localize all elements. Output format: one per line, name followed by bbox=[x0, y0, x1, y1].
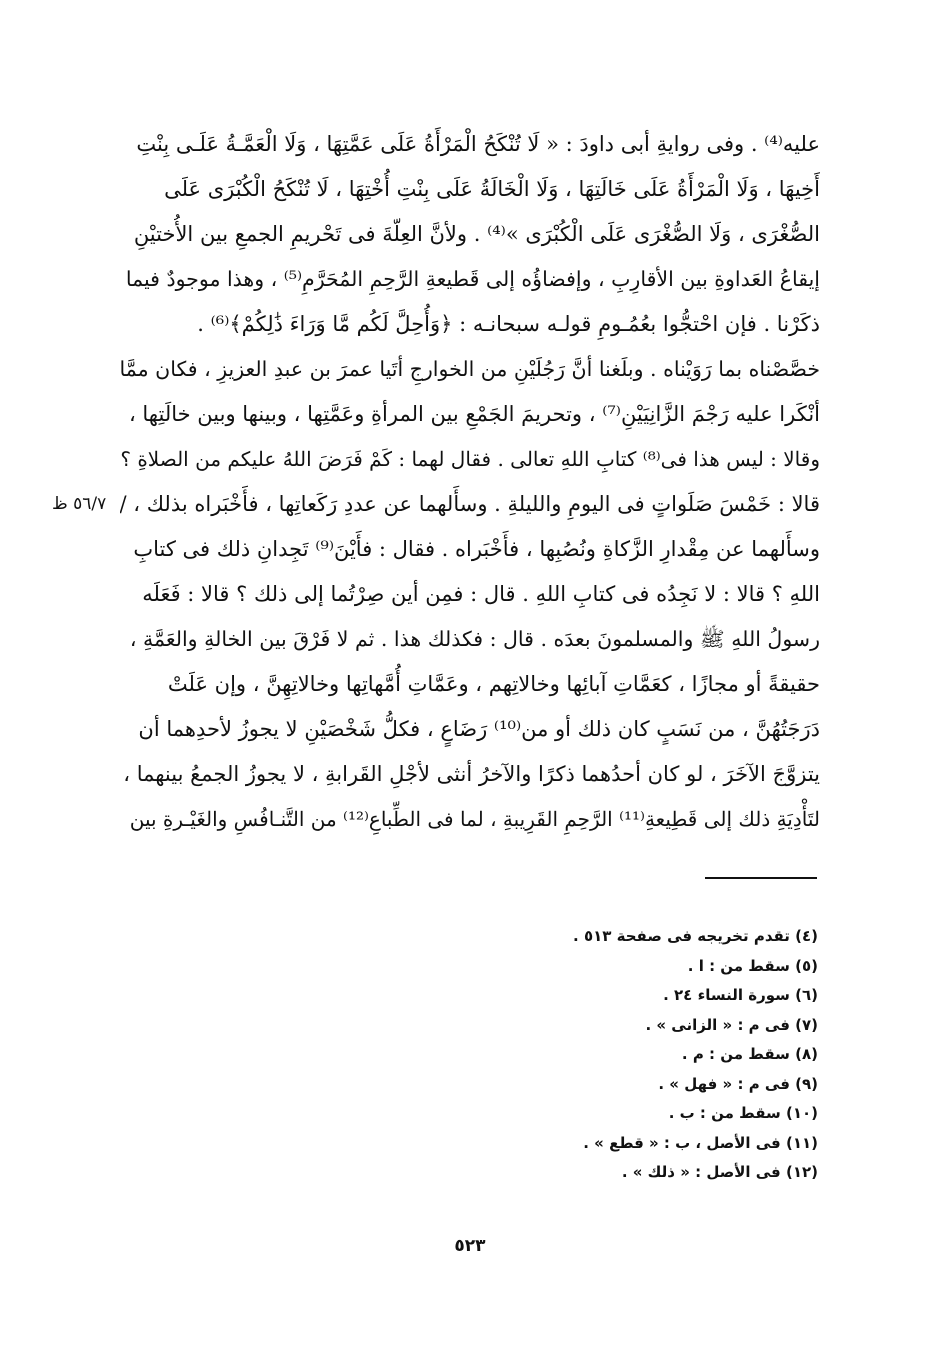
footnote: (١٢) فى الأصل : « ذلك » . bbox=[621, 1163, 818, 1181]
footnote: (٩) فى م : « فهل » . bbox=[658, 1074, 818, 1093]
text-line: يتزوَّجَ الآخَرَ ، لو كان أحدُهما ذكرًا والآخرُ أنثى لأجْلِ القَرابةِ ، لا يجوزُ الجمعُ بينهما ، bbox=[123, 762, 820, 786]
text-line: ذكَرْنا . فإن احْتجُّوا بعُمُـومِ قولـه سبحانـه : ﴿وَأُحِلَّ لَكُم مَّا وَرَاءَ ذَٰلِكُمْ﴾⁽⁶⁾ . bbox=[197, 312, 820, 336]
footnotes bbox=[380, 922, 818, 1188]
text-line: رسولُ اللهِ ﷺ والمسلمونَ بعدَه . قال : فكذلك هذا . ثم لا فَرْقَ بين الخالةِ والعَمَّةِ ، bbox=[129, 627, 820, 651]
footnote: (١٠) سقط من : ب . bbox=[668, 1104, 818, 1122]
text-line: وسأَلهما عن مِقْدارِ الزَّكاةِ ونُصُبِها ، فأَخْبَراه . فقال : فأَيْنَ⁽⁹⁾ تَجِدانِ ذلك فى كتابِ bbox=[133, 537, 820, 561]
text-line: دَرَجَتُهُنَّ ، من نَسَبٍ كان ذلك أو من⁽¹⁰⁾ رَضَاعٍ ، فكلُّ شَخْصَيْنِ لا يجوزُ لأحدِهما أن bbox=[138, 717, 820, 741]
text-line: إيقاعُ العَداوةِ بين الأقارِبِ ، وإفضاؤُه إلى قَطيعةِ الرَّحِمِ المُحَرَّمِ⁽⁵⁾ ، وهذا موجودٌ فيما bbox=[125, 267, 820, 291]
margin-manuscript-reference: ٥٦/٧ ظ bbox=[52, 494, 107, 514]
text-line: لتَأْدِيَةِ ذلك إلى قَطِيعةِ⁽¹¹⁾ الرَّحِمِ القَرِيبةِ ، لما فى الطِّباعِ⁽¹²⁾ من التَّنـافُسِ والغَيْـرةِ بين bbox=[129, 807, 820, 831]
text-line: أَخِيهَا ، وَلَا الْمَرْأَةُ عَلَى خَالَتِهَا ، وَلَا الْخَالَةُ عَلَى بِنْتِ أُخْتِهَا ، لَا تُنْكَحُ الْكُبْرَى عَلَى bbox=[164, 177, 820, 201]
footnote: (٤) تقدم تخريجه فى صفحة ٥١٣ . bbox=[573, 927, 818, 945]
text-line: قالا : خَمْسَ صَلَواتٍ فى اليومِ والليلةِ . وسأَلهما عن عددِ رَكَعاتِها ، فأَخْبَراه بذلك ، / bbox=[120, 492, 820, 516]
text-line: وقالا : ليس هذا فى⁽⁸⁾ كتابِ اللهِ تعالى . فقال لهما : كَمْ فَرَضَ اللهُ عليكم من الصلاةِ ؟ bbox=[120, 447, 820, 471]
footnote: (٨) سقط من : م . bbox=[681, 1045, 818, 1063]
text-line: عليه⁽⁴⁾ . وفى روايةِ أبى داودَ : « لَا تُنْكَحُ الْمَرْأَةُ عَلَى عَمَّتِهَا ، وَلَا الْعَمَّـةُ عَلَـى بِنْتِ bbox=[136, 132, 820, 156]
page-number: ٥٢٣ bbox=[454, 1236, 486, 1256]
footnote: (٧) فى م : « الزانى » . bbox=[645, 1015, 818, 1034]
text-line: حقيقةً أو مجازًا ، كعَمَّاتِ آبائِها وخالاتِهم ، وعَمَّاتِ أُمَّهاتِها وخالاتِهِنَّ ، وإن عَلَتْ bbox=[167, 672, 820, 696]
footnote-separator bbox=[705, 877, 817, 879]
footnote: (١١) فى الأصل ، ب : « قطع » . bbox=[583, 1133, 818, 1152]
text-line: أنْكَرا عليه رَجْمَ الزَّانِيَيْنِ⁽⁷⁾ ، وتحريمَ الجَمْعِ بين المرأةِ وعَمَّتِها ، وبينها وبين خالَتِها ، bbox=[128, 402, 820, 426]
text-line: الصُّغْرَى ، وَلَا الصُّغْرَى عَلَى الْكُبْرَى »⁽⁴⁾ . ولأنَّ العِلّةَ فى تَحْريمِ الجمعِ بين الأُختيْنِ bbox=[133, 222, 820, 246]
text-line: اللهِ ؟ قالا : لا نَجِدُه فى كتابِ اللهِ . قال : فمِن أين صِرْتُما إلى ذلك ؟ قالا : فَعَلَه bbox=[142, 582, 820, 606]
main-text bbox=[120, 122, 820, 842]
footnote: (٦) سورة النساء ٢٤ . bbox=[663, 986, 818, 1004]
text-line: خصَّصْناه بما رَوَيْناه . وبلَغنا أنَّ رَجُلَيْنِ من الخوارجِ أتَيا عمرَ بن عبدِ العزيزِ ، فكان ممَّا bbox=[120, 357, 820, 381]
footnote: (٥) سقط من : ا . bbox=[687, 956, 818, 975]
